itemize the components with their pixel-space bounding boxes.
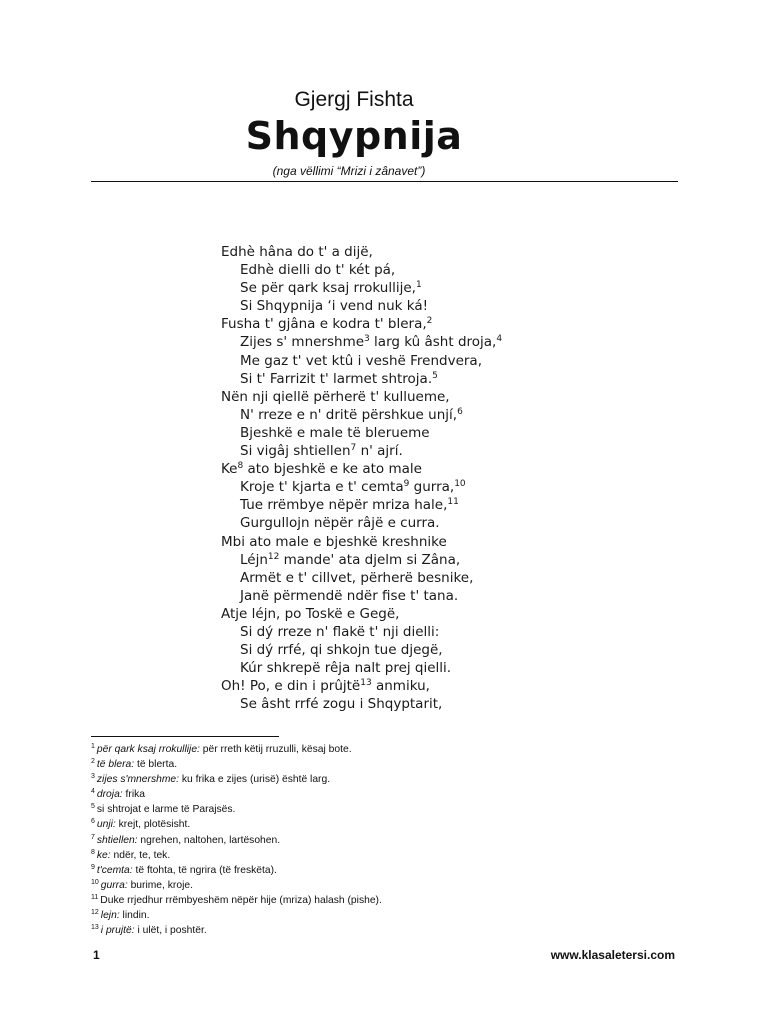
footnote-definition: ngrehen, naltohen, lartësohen. — [137, 834, 281, 846]
footnote-number: 11 — [91, 893, 99, 901]
footnote-item — [91, 923, 382, 938]
footnote-term: ke: — [96, 849, 111, 861]
poem-line-text: larg kû âsht droja, — [369, 334, 497, 351]
footnote-number: 9 — [91, 863, 95, 871]
poem-line-text: Si dý rrfé, qi shkojn tue djegë, — [240, 642, 443, 659]
poem-line — [221, 551, 502, 569]
poem-line-text: Si t' Farrizit t' larmet shtroja. — [240, 370, 433, 387]
poem-line-text: Mbi ato male e bjeshkë kreshnike — [221, 533, 447, 550]
poem-line — [221, 478, 502, 496]
footnote-ref: 2 — [426, 316, 433, 327]
footnote-number: 12 — [91, 909, 99, 917]
poem-line-text: Edhè hâna do t' a dijë, — [221, 244, 373, 260]
footnote-ref: 3 — [364, 334, 370, 345]
poem-subtitle: (nga vëllimi “Mrizi i zânavet”) — [272, 164, 426, 178]
footnote-item — [91, 817, 382, 832]
poem-line-text: Oh! Po, e din i prûjtë — [221, 678, 361, 695]
poem-line-text: Ke — [221, 461, 238, 478]
poem-line-text: Kúr shkrepë rêja nalt prej qielli. — [240, 660, 452, 677]
poem-line — [221, 659, 502, 677]
poem-line-text: Si Shqypnija ‘i vend nuk ká! — [240, 298, 429, 315]
poem-line — [221, 424, 502, 442]
poem-line — [221, 279, 502, 297]
footnote-ref: 1 — [415, 280, 422, 291]
poem-line-text: N' rreze e n' dritë përshkue unjí, — [240, 406, 458, 423]
footnote-ref: 10 — [454, 479, 466, 490]
footnote-number: 7 — [91, 833, 95, 841]
poem-line-text: Léjn — [240, 551, 268, 568]
header-divider — [91, 181, 678, 182]
footnote-ref: 12 — [267, 551, 280, 562]
footnote-definition: krejt, plotësisht. — [115, 819, 191, 831]
footnote-number: 6 — [91, 818, 95, 826]
footnote-item — [91, 833, 382, 848]
footnote-item — [91, 742, 382, 757]
poem-line — [221, 569, 502, 587]
poem-line — [221, 261, 502, 279]
poem-line-text: n' ajrí. — [356, 443, 403, 460]
poem-line — [221, 514, 502, 532]
footnote-item — [91, 848, 382, 863]
poem-line-text: Se për qark ksaj rrokullije, — [240, 280, 416, 297]
poem-line — [221, 695, 502, 713]
poem-line — [221, 315, 502, 333]
poem-title: Shqypnija — [245, 114, 463, 158]
poem-line-text: Nën nji qiellë përherë t' kullueme, — [221, 388, 450, 405]
poem-line-text: Zijes s' mnershme — [240, 334, 365, 351]
footnote-definition: frika — [122, 789, 145, 801]
poem-line — [221, 243, 502, 261]
poem-line — [221, 533, 502, 551]
footnote-number: 4 — [91, 788, 95, 796]
footnote-term: për qark ksaj rrokullije: — [96, 744, 200, 755]
footnote-ref: 5 — [432, 370, 438, 381]
footnote-definition: të blerta. — [134, 759, 178, 771]
poem-line-text: Edhè dielli do t' két pá, — [240, 262, 396, 279]
footnote-definition: burime, kroje. — [127, 879, 193, 891]
poem-line — [221, 370, 502, 388]
footnote-term: të blera: — [96, 759, 135, 771]
footnote-term: t'cemta: — [96, 864, 133, 876]
poem-line — [221, 406, 502, 424]
poem-line-text: Si vigâj shtiellen — [240, 443, 351, 460]
footnote-ref: 6 — [457, 406, 463, 417]
poem-line-text: Fusha t' gjâna e kodra t' blera, — [221, 316, 427, 333]
poem-line — [221, 623, 502, 641]
footnote-definition: ku frika e zijes (urisë) është larg. — [178, 774, 331, 786]
footnote-ref: 9 — [403, 479, 410, 490]
poem-line-text: Bjeshkë e male të blerueme — [240, 424, 430, 441]
footnote-term: i prujtë: — [100, 925, 135, 937]
footnote-definition: i ulët, i poshtër. — [134, 925, 207, 937]
poem-line — [221, 442, 502, 460]
poem-line — [221, 587, 502, 605]
footnote-number: 5 — [91, 803, 95, 811]
footnote-ref: 13 — [360, 678, 372, 689]
poem-line-text: gurra, — [409, 479, 455, 496]
poem-line — [221, 496, 502, 514]
footnote-ref: 8 — [237, 461, 244, 472]
footnotes — [91, 742, 382, 938]
footnote-term: droja: — [96, 789, 123, 801]
footnote-definition: të ftohta, të ngrira (të freskëta). — [132, 864, 277, 876]
footnote-term: unji: — [96, 819, 116, 831]
footnote-number: 2 — [91, 758, 95, 766]
footnote-item — [91, 893, 382, 908]
footnote-number: 3 — [91, 773, 95, 781]
author-name: Gjergj Fishta — [294, 88, 414, 111]
poem-line — [221, 605, 502, 623]
poem-line — [221, 641, 502, 659]
footnote-term: gurra: — [100, 879, 128, 891]
poem-line-text: Me gaz t' vet ktû i veshë Frendvera, — [240, 352, 482, 369]
footnote-number: 1 — [91, 743, 95, 750]
footnote-item — [91, 772, 382, 787]
poem-line — [221, 460, 502, 478]
poem-line — [221, 352, 502, 370]
footnote-term: lejn: — [100, 910, 120, 922]
poem-line-text: Tue rrëmbye nëpër mriza hale, — [240, 497, 448, 514]
footnote-item — [91, 757, 382, 772]
poem-line-text: Si dý rreze n' flakë t' nji dielli: — [240, 623, 440, 640]
poem-line-text: Armët e t' cillvet, përherë besnike, — [240, 569, 474, 586]
poem-line-text: mande' ata djelm si Zâna, — [279, 551, 461, 568]
poem-line-text: Janë përmendë ndër fise t' tana. — [240, 587, 459, 604]
poem-line — [221, 297, 502, 315]
poem-line-text: Se âsht rrfé zogu i Shqyptarit, — [240, 696, 443, 713]
poem-line-text: Atje léjn, po Toskë e Gegë, — [221, 605, 400, 622]
poem-line-text: Kroje t' kjarta e t' cemta — [240, 479, 404, 496]
footnote-term: shtiellen: — [96, 834, 138, 846]
footnote-number: 8 — [91, 848, 95, 856]
footnote-item — [91, 802, 382, 817]
footnote-item — [91, 878, 382, 893]
poem-line — [221, 388, 502, 406]
footnote-definition: si shtrojat e larme të Parajsës. — [96, 804, 236, 816]
footnote-item — [91, 908, 382, 923]
footnote-item — [91, 863, 382, 878]
footnote-ref: 4 — [496, 334, 503, 345]
footnote-number: 10 — [91, 878, 99, 886]
poem-body — [221, 243, 502, 713]
footnote-definition: ndër, te, tek. — [110, 849, 171, 861]
poem-line — [221, 677, 502, 695]
poem-line-text: ato bjeshkë e ke ato male — [243, 461, 422, 478]
poem-line — [221, 333, 502, 351]
footnote-number: 13 — [91, 924, 99, 932]
footnote-term: zijes s'mnershme: — [96, 774, 179, 786]
footnote-definition: Duke rrjedhur rrëmbyeshëm nëpër hije (mriza) halash (pishe). — [100, 894, 382, 906]
poem-line-text: Gurgullojn nëpër râjë e curra. — [240, 515, 440, 532]
footnote-definition: lindin. — [119, 910, 150, 922]
footnote-item — [91, 787, 382, 802]
website-link[interactable]: www.klasaletersi.com — [550, 948, 675, 962]
page-number: 1 — [93, 948, 100, 962]
footnote-divider — [91, 736, 279, 737]
poem-line-text: anmiku, — [371, 678, 430, 695]
footnote-ref: 11 — [447, 497, 459, 508]
footnote-definition: për rreth këtij rruzulli, kësaj bote. — [199, 744, 352, 755]
footnote-ref: 7 — [350, 443, 357, 454]
